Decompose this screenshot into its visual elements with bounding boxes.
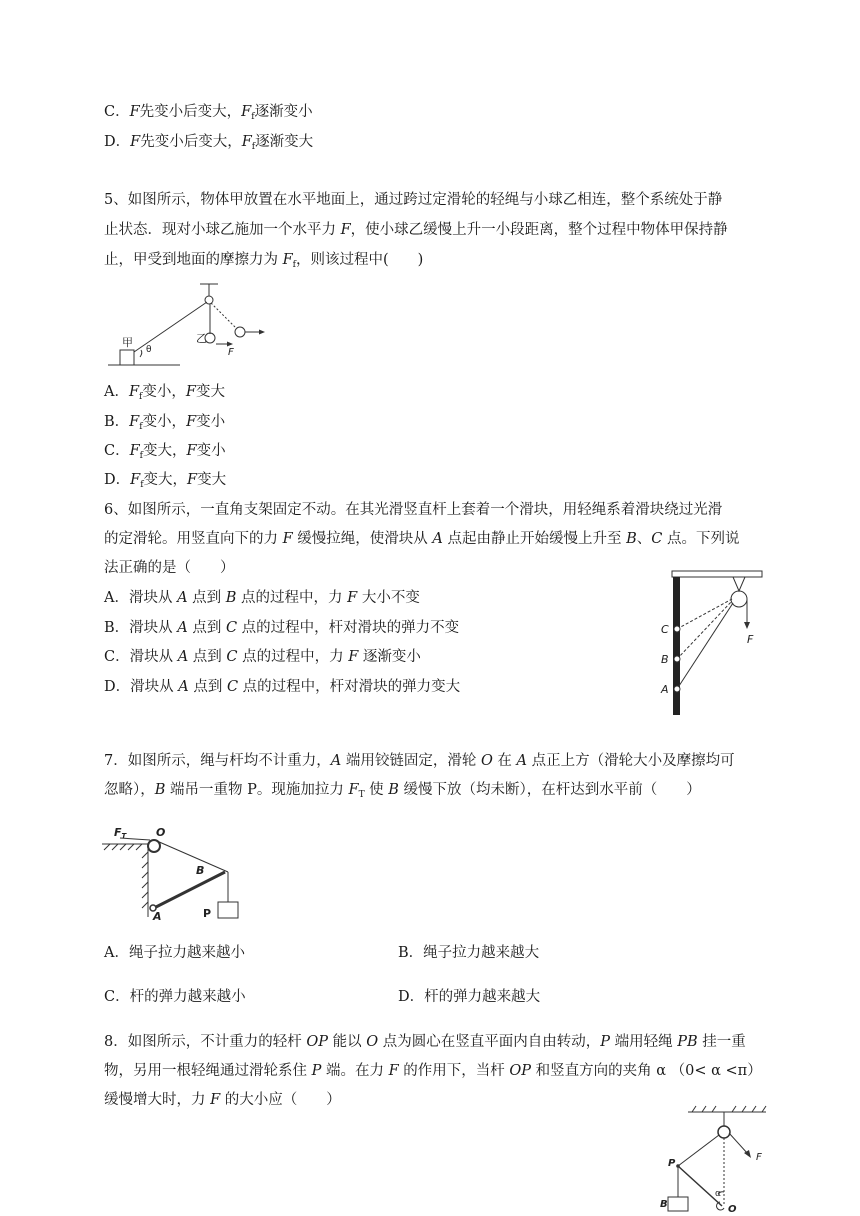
- hatch: [712, 1106, 716, 1112]
- rod-OP: [678, 1166, 722, 1206]
- label-A: A: [153, 910, 162, 923]
- label-theta: θ: [146, 345, 152, 355]
- q4-option-d: D．F先变小后变大，$F_f$逐渐变大: [104, 134, 314, 152]
- ball-yi-displaced: [235, 327, 245, 337]
- q5-stem-line-1: 5、如图所示，物体甲放置在水平地面上，通过跨过定滑轮的轻绳与小球乙相连，整个系统处于静: [104, 192, 723, 208]
- weight-B: [668, 1197, 688, 1211]
- label-O: O: [728, 1204, 737, 1215]
- hatch: [128, 844, 134, 850]
- q7-option-a: A．绳子拉力越来越小: [104, 945, 245, 961]
- pulley-circle: [731, 591, 747, 607]
- weight-P: [218, 902, 238, 918]
- label-B: B: [196, 864, 205, 877]
- hatch: [136, 844, 142, 850]
- q6-stem-line-1: 6、如图所示，一直角支架固定不动。在其光滑竖直杆上套着一个滑块，用轻绳系着滑块绕过光滑: [104, 502, 723, 518]
- hatch: [762, 1106, 766, 1112]
- force-arrow-small-head: [227, 342, 233, 347]
- q8-stem-line-2: 物，另用一根轻绳通过滑轮系住 P 端。在力 F 的作用下，当杆 OP 和竖直方向的夹角 α （0< α <π）: [104, 1063, 762, 1079]
- q6-option-d: D．滑块从 A 点到 C 点的过程中，杆对滑块的弹力变大: [104, 679, 461, 695]
- dashed-rope: [211, 303, 236, 328]
- q6-stem-line-3: 法正确的是（ ）: [104, 560, 235, 576]
- force-arrow-head: [744, 622, 750, 629]
- q8-stem-line-1: 8．如图所示，不计重力的轻杆 OP 能以 O 点为圆心在竖直平面内自由转动，P 端用轻绳 PB 挂一重: [104, 1034, 746, 1050]
- option-letter: C．: [104, 104, 130, 120]
- hatch: [732, 1106, 736, 1112]
- q6-option-a: A．滑块从 A 点到 B 点的过程中，力 F 大小不变: [104, 590, 420, 606]
- label-B: B: [661, 653, 669, 666]
- q5-stem-line-3: 止，甲受到地面的摩擦力为 $F_f$，则该过程中( ): [104, 252, 424, 270]
- label-P: P: [668, 1158, 676, 1169]
- q8-figure-lever-diagram: [658, 1102, 773, 1214]
- q5-stem-line-2: 止状态．现对小球乙施加一个水平力 F，使小球乙缓慢上升一小段距离，整个过程中物体甲保持静: [104, 222, 728, 238]
- option-letter: D．: [104, 134, 131, 150]
- hatch: [752, 1106, 756, 1112]
- block-jia: [120, 350, 134, 365]
- hatch: [142, 852, 148, 858]
- label-F: F: [747, 633, 754, 646]
- pulley-circle: [718, 1126, 730, 1138]
- q7-stem-line-1: 7．如图所示，绳与杆均不计重力，A 端用铰链固定，滑轮 O 在 A 点正上方（滑轮大小及摩擦均可: [104, 753, 735, 769]
- hatch: [142, 892, 148, 898]
- rod-AB: [154, 872, 225, 908]
- q6-stem-line-2: 的定滑轮。用竖直向下的力 F 缓慢拉绳，使滑块从 A 点起由静止开始缓慢上升至 B、C 点。下列说: [104, 531, 740, 547]
- label-yi: 乙: [196, 332, 207, 345]
- hatch: [702, 1106, 706, 1112]
- hatch: [142, 902, 148, 908]
- point-A: [674, 686, 680, 692]
- label-P: P: [203, 907, 212, 920]
- rope-from-B: [677, 601, 732, 659]
- q5-option-d: D．$F_f$变大，F变大: [104, 472, 227, 490]
- rope-from-C: [677, 599, 732, 629]
- hatch: [692, 1106, 696, 1112]
- q6-option-b: B．滑块从 A 点到 C 点的过程中，杆对滑块的弹力不变: [104, 620, 460, 636]
- theta-arc: [140, 350, 142, 357]
- label-F: F: [228, 347, 234, 358]
- rope-OB: [157, 841, 228, 872]
- label-O: O: [156, 826, 166, 839]
- q7-stem-line-2: 忽略），B 端吊一重物 P。现施加拉力 $F_T$ 使 B 缓慢下放（均未断），在杆达到水平前（ ）: [104, 782, 701, 800]
- q6-option-c: C．滑块从 A 点到 C 点的过程中，力 F 逐渐变小: [104, 649, 421, 665]
- point-C: [674, 626, 680, 632]
- rope-to-F: [729, 1133, 748, 1154]
- q7-figure-rod-diagram: [100, 822, 250, 922]
- q5-figure-pulley-diagram: [100, 280, 280, 372]
- pulley-hanger: [733, 577, 745, 591]
- force-arrow-head: [259, 330, 265, 335]
- horizontal-arm: [672, 571, 762, 577]
- q5-option-c: C．$F_f$变大，F变小: [104, 443, 226, 461]
- hatch: [120, 844, 126, 850]
- point-B: [674, 656, 680, 662]
- q5-option-a: A．$F_f$变小，F变大: [104, 384, 225, 402]
- label-B: B: [660, 1199, 668, 1210]
- q7-option-c: C．杆的弹力越来越小: [104, 989, 246, 1005]
- q7-option-b: B．绳子拉力越来越大: [398, 945, 540, 961]
- rope-to-P: [678, 1135, 719, 1166]
- hinge-O: [717, 1202, 724, 1210]
- label-A: A: [661, 683, 669, 696]
- label-C: C: [661, 623, 669, 636]
- point-P: [676, 1164, 680, 1168]
- q7-option-d: D．杆的弹力越来越大: [398, 989, 541, 1005]
- q8-stem-line-3: 缓慢增大时，力 F 的大小应（ ）: [104, 1092, 341, 1108]
- label-alpha: α: [715, 1189, 721, 1199]
- hatch: [142, 882, 148, 888]
- q6-figure-bracket-diagram: [655, 567, 770, 717]
- label-FT: FT: [114, 826, 127, 840]
- hatch: [104, 844, 110, 850]
- q5-option-b: B．$F_f$变小，F变小: [104, 414, 226, 432]
- q4-option-c: C．F先变小后变大，$F_f$逐渐变小: [104, 104, 313, 122]
- label-F: F: [756, 1152, 762, 1163]
- hatch: [112, 844, 118, 850]
- hatch: [142, 862, 148, 868]
- hatch: [142, 872, 148, 878]
- rope-from-A: [677, 603, 733, 689]
- vertical-rod: [673, 577, 680, 715]
- label-jia: 甲: [122, 336, 133, 349]
- hatch: [742, 1106, 746, 1112]
